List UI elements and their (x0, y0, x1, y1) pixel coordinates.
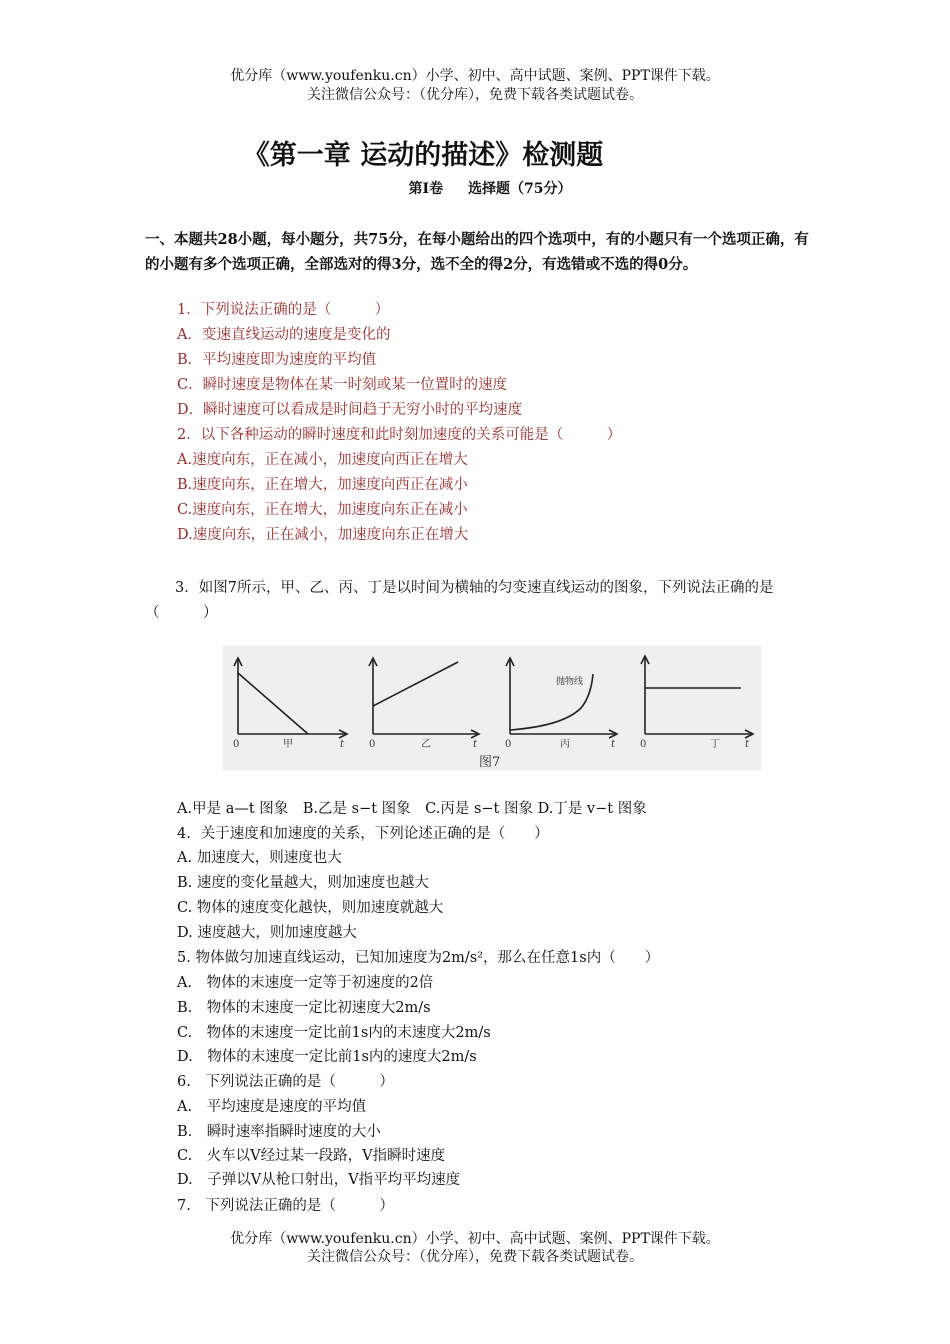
q1-option-d: D．瞬时速度可以看成是时间趋于无穷小时的平均速度 (177, 402, 523, 418)
q5-option-b: B. 物体的末速度一定比初速度大2m/s (177, 1000, 431, 1016)
q4-option-c: C. 物体的速度变化越快，则加速度就越大 (177, 900, 444, 916)
q2-option-c: C.速度向东，正在增大，加速度向东正在减小 (177, 502, 468, 518)
q4-option-d: D. 速度越大，则加速度越大 (177, 925, 357, 941)
graph1-origin: 0 (233, 739, 240, 750)
graph3-t: t (611, 739, 616, 750)
q1-option-a: A．变速直线运动的速度是变化的 (177, 327, 391, 343)
figure-7 (223, 646, 761, 770)
instructions: 一、本题共28小题，每小题分，共75分，在每小题给出的四个选项中，有的小题只有一个选项正确，有的小题有多个选项正确，全部选对的得3分，选不全的得2分，有选错或不选的得0分。 (145, 231, 809, 273)
q6-option-a: A. 平均速度是速度的平均值 (177, 1099, 367, 1115)
graph2-t: t (473, 739, 478, 750)
graph3-label: 丙 (560, 739, 570, 750)
q5-option-c: C. 物体的末速度一定比前1s内的末速度大2m/s (177, 1025, 491, 1041)
q5-option-d: D. 物体的末速度一定比前1s内的速度大2m/s (177, 1049, 477, 1065)
q4-option-b: B. 速度的变化量越大，则加速度也越大 (177, 875, 429, 891)
header-line-2: 关注微信公众号：（优分库），免费下载各类试题试卷。 (307, 87, 643, 103)
page-title: 《第一章 运动的描述》检测题 (242, 140, 604, 171)
q6-option-d: D. 子弹以V从枪口射出，V指平均平均速度 (177, 1172, 461, 1188)
graph3-origin: 0 (505, 739, 512, 750)
q1-option-c: C．瞬时速度是物体在某一时刻或某一位置时的速度 (177, 377, 508, 393)
graph1-label: 甲 (283, 739, 293, 750)
q2-option-b: B.速度向东，正在增大，加速度向西正在减小 (177, 477, 468, 493)
q6-option-c: C. 火车以V经过某一段路，V指瞬时速度 (177, 1148, 446, 1164)
q3-options: A.甲是 a—t 图象 B.乙是 s−t 图象 C.丙是 s−t 图象 D.丁是 v−t 图象 (177, 801, 647, 817)
q5-option-a: A. 物体的末速度一定等于初速度的2倍 (177, 975, 434, 991)
graph2-label: 乙 (421, 739, 431, 750)
graph4-label: 丁 (710, 739, 720, 750)
figure-caption: 图7 (479, 755, 501, 770)
figure-7-graphs (223, 646, 761, 770)
footer-line-2: 关注微信公众号：（优分库），免费下载各类试题试卷。 (307, 1249, 643, 1265)
q6-option-b: B. 瞬时速率指瞬时速度的大小 (177, 1124, 381, 1140)
footer-line-1: 优分库（www.youfenku.cn）小学、初中、高中试题、案例、PPT课件下载。 (230, 1231, 720, 1247)
graph2-origin: 0 (369, 739, 376, 750)
q4-option-a: A. 加速度大，则速度也大 (177, 850, 342, 866)
subtitle-section: 选择题（75分） (467, 181, 572, 197)
q3-stem: 3．如图7所示，甲、乙、丙、丁是以时间为横轴的匀变速直线运动的图象，下列说法正确的是 （ ） (145, 580, 817, 621)
q1-stem: 1．下列说法正确的是（ ） (177, 302, 390, 318)
graph1-t: t (340, 739, 345, 750)
q2-option-d: D.速度向东，正在减小，加速度向东正在增大 (177, 527, 469, 543)
q1-option-b: B．平均速度即为速度的平均值 (177, 352, 377, 368)
q2-option-a: A.速度向东，正在减小，加速度向西正在增大 (177, 452, 468, 468)
q2-stem: 2．以下各种运动的瞬时速度和此时刻加速度的关系可能是（ ） (177, 427, 622, 443)
q5-stem: 5. 物体做匀加速直线运动，已知加速度为2m/s²，那么在任意1s内（ ） (177, 950, 660, 966)
q4-stem: 4．关于速度和加速度的关系，下列论述正确的是（ ） (177, 826, 549, 842)
graph3-curve-note: 抛物线 (556, 677, 584, 687)
graph4-t: t (745, 739, 750, 750)
section-subtitle (0, 178, 950, 198)
q6-stem: 6. 下列说法正确的是（ ） (177, 1074, 394, 1090)
graph2-line (373, 662, 458, 706)
subtitle-part: 第Ⅰ卷 (408, 181, 444, 197)
q7-stem: 7. 下列说法正确的是（ ） (177, 1198, 394, 1214)
graph4-origin: 0 (640, 739, 647, 750)
graph1-line (238, 673, 308, 734)
header-line-1: 优分库（www.youfenku.cn）小学、初中、高中试题、案例、PPT课件下载。 (230, 68, 720, 84)
